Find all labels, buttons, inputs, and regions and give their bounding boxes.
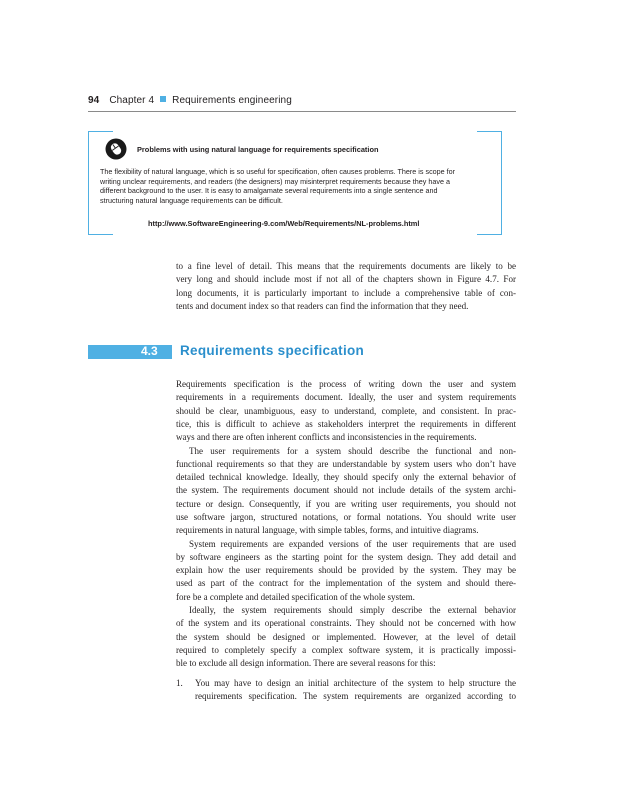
text-line: of the system and its operational constraints. They should not be concerned with how bbox=[176, 618, 516, 629]
web-box-line: writing unclear requirements, and readers (the designers) may misinterpret requirements because they have a bbox=[100, 176, 450, 186]
text-line: requirements in a requirements document. Ideally, the user and system requirements bbox=[176, 392, 516, 403]
section-number: 4.3 bbox=[141, 344, 158, 358]
text-line: explain how the user requirements should be provided by the system. They may be bbox=[176, 565, 516, 576]
web-box-line: The flexibility of natural language, which is so useful for specification, often causes problems. There is scope for bbox=[100, 167, 456, 176]
page-number: 94 bbox=[88, 95, 100, 106]
text-line: You may have to design an initial architecture of the system to help structure the bbox=[195, 678, 516, 688]
text-line: tents and document index so that readers can find the information that they need. bbox=[176, 300, 469, 311]
text-line: detailed technical knowledge. Ideally, they should specify only the external behavior of bbox=[176, 472, 516, 483]
text-line: Requirements specification is the process of writing down the user and system bbox=[176, 379, 516, 389]
text-line: System requirements are expanded versions of the user requirements that are used bbox=[189, 538, 516, 549]
text-line: used as part of the contract for the implementation of the system and should there- bbox=[176, 578, 516, 589]
text-line: functional requirements so that they are understandable by system users who don’t have bbox=[176, 458, 516, 469]
web-box-url-link[interactable]: http://www.SoftwareEngineering-9.com/Web/Requirements/NL-problems.html bbox=[148, 219, 420, 228]
text-line: long documents, it is particularly important to include a comprehensive table of con- bbox=[176, 287, 516, 298]
chapter-label: Chapter 4 bbox=[109, 95, 155, 106]
computer-mouse-icon bbox=[105, 138, 127, 160]
paragraph-4 bbox=[176, 604, 516, 670]
text-line: Ideally, the system requirements should simply describe the external behavior bbox=[189, 605, 516, 616]
web-box-line: different background to the user. It is easy to amalgamate several requirements into a single sentence and bbox=[100, 186, 438, 196]
chapter-title: Requirements engineering bbox=[172, 95, 292, 106]
web-box-title: Problems with using natural language for requirements specification bbox=[137, 145, 379, 154]
paragraph-2 bbox=[176, 445, 516, 538]
text-line: use software jargon, structured notations, or formal notations. You should write user bbox=[176, 511, 516, 522]
paragraph-3 bbox=[176, 538, 516, 604]
text-line: should be clear, unambiguous, easy to understand, complete, and consistent. In prac- bbox=[176, 405, 516, 416]
text-line: fore be a complete and detailed specification of the whole system. bbox=[176, 591, 415, 602]
list-item-1 bbox=[195, 677, 516, 704]
text-line: the system should be designed or implemented. However, at the level of detail bbox=[176, 631, 516, 642]
intro-paragraph bbox=[176, 260, 516, 313]
text-line: requirements in natural language, with simple tables, forms, and intuitive diagrams. bbox=[176, 525, 479, 536]
text-line: The user requirements for a system should describe the functional and non- bbox=[189, 445, 516, 456]
text-line: to a fine level of detail. This means that the requirements documents are likely to be bbox=[176, 261, 516, 271]
running-header bbox=[88, 95, 516, 106]
text-line: the system. The requirements document should not include details of the system archi- bbox=[176, 485, 516, 496]
text-line: by software engineers as the starting point for the system design. They add detail and bbox=[176, 551, 516, 562]
text-line: ways and there are often inherent conflicts and inconsistencies in the requirements. bbox=[176, 432, 477, 443]
paragraph-1 bbox=[176, 378, 516, 444]
text-line: requirements specification. The system requirements are organized according to bbox=[195, 691, 516, 702]
section-number-bar bbox=[88, 345, 172, 359]
list-item-number: 1. bbox=[176, 678, 183, 688]
section-title: Requirements specification bbox=[180, 343, 365, 358]
web-box-line: structuring natural language requirements can be difficult. bbox=[100, 195, 283, 205]
web-box-text bbox=[100, 167, 510, 205]
text-line: required to completely specify a complex software system, it is practically impossi- bbox=[176, 644, 516, 655]
text-line: tecture or design. Consequently, if you are writing user requirements, you should not bbox=[176, 498, 516, 509]
text-line: ble to exclude all design information. There are several reasons for this: bbox=[176, 658, 436, 669]
text-line: very long and should include most if not all of the chapters shown in Figure 4.7. For bbox=[176, 274, 516, 285]
text-line: tice, this is difficult to achieve as stakeholders interpret the requirements in different bbox=[176, 418, 516, 429]
square-bullet-icon bbox=[160, 96, 166, 102]
header-rule bbox=[88, 111, 516, 112]
